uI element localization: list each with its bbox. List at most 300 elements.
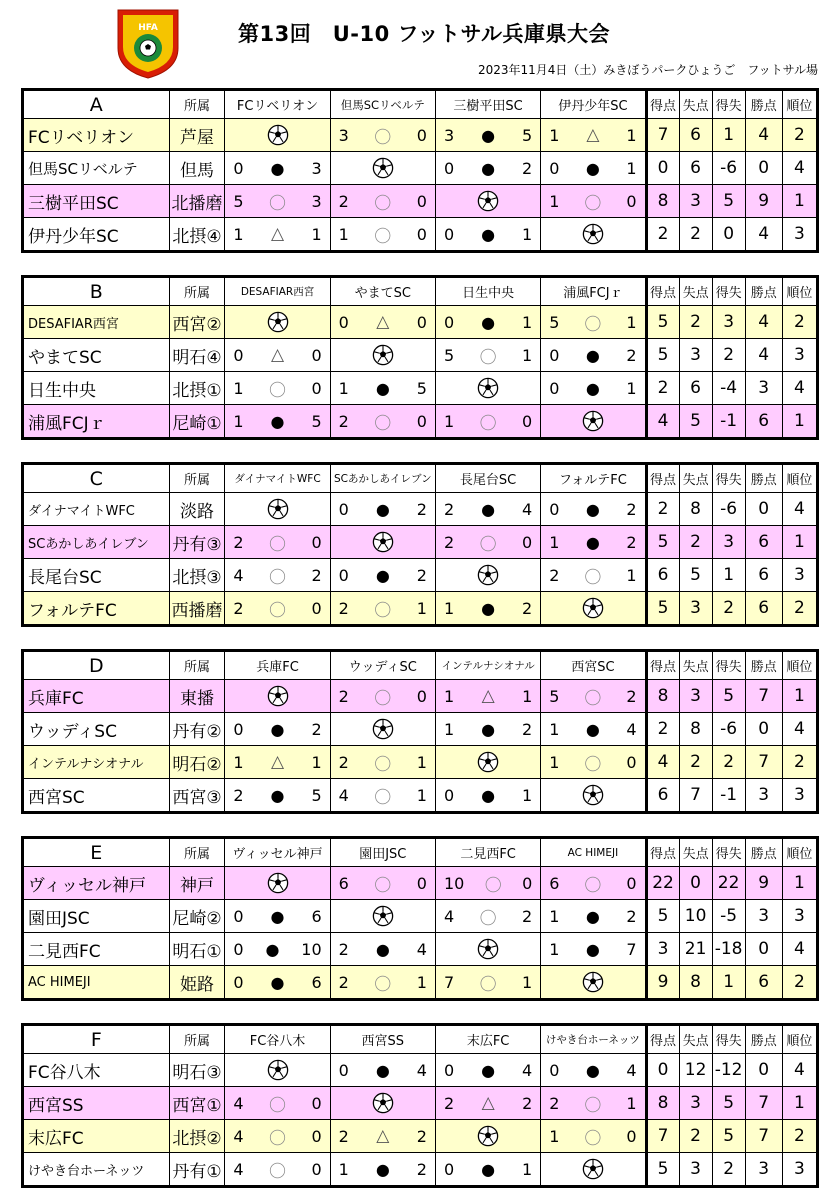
match-result-cell xyxy=(435,713,540,746)
stat-column-header: 得点 xyxy=(646,277,679,306)
opponent-column-header: けやき台ホーネッツ xyxy=(541,1025,646,1054)
match-result-cell xyxy=(541,867,646,900)
goals-for: 3 xyxy=(338,125,349,145)
goals-for: 2 xyxy=(233,532,244,552)
soccer-ball-icon xyxy=(582,597,604,619)
match-result-cell xyxy=(541,372,646,405)
team-affiliation: 姫路 xyxy=(169,966,225,1000)
goals-conceded: 2 xyxy=(679,526,712,559)
team-row xyxy=(23,680,818,713)
rank: 4 xyxy=(782,493,817,526)
win-symbol: 〇 xyxy=(269,1128,286,1149)
opponent-column-header: SCあかしあイレブン xyxy=(330,464,435,493)
rank: 2 xyxy=(782,966,817,1000)
team-name: 日生中央 xyxy=(23,372,170,405)
self-match-cell xyxy=(541,779,646,813)
rank: 3 xyxy=(782,1153,817,1187)
goals-for: 2 xyxy=(233,785,244,805)
match-result-cell xyxy=(225,746,330,779)
self-match-cell xyxy=(225,493,330,526)
goals-against: 0 xyxy=(416,224,427,244)
team-row xyxy=(23,526,818,559)
team-row xyxy=(23,713,818,746)
match-result-cell xyxy=(541,526,646,559)
goals-conceded: 3 xyxy=(679,1153,712,1187)
goals-scored: 3 xyxy=(646,933,679,966)
goals-for: 2 xyxy=(338,972,349,992)
goals-against: 0 xyxy=(416,411,427,431)
team-row xyxy=(23,1054,818,1087)
opponent-column-header: 二見西FC xyxy=(435,838,540,867)
draw-symbol: △ xyxy=(270,224,285,244)
match-result-cell xyxy=(541,493,646,526)
self-match-cell xyxy=(435,559,540,592)
rank: 3 xyxy=(782,218,817,252)
team-row xyxy=(23,966,818,1000)
soccer-ball-icon xyxy=(477,1125,499,1147)
goals-for: 0 xyxy=(443,224,455,244)
goals-for: 1 xyxy=(233,752,244,772)
rank: 2 xyxy=(782,119,817,152)
opponent-column-header: やまてSC xyxy=(330,277,435,306)
group-a-table xyxy=(21,88,819,253)
goals-conceded: 2 xyxy=(679,218,712,252)
stat-column-header: 得失 xyxy=(712,90,745,119)
match-result-cell xyxy=(330,680,435,713)
points: 0 xyxy=(745,1054,782,1087)
loss-symbol: ● xyxy=(270,972,285,992)
self-match-cell xyxy=(435,185,540,218)
team-name: ダイナマイトWFC xyxy=(23,493,170,526)
stat-column-header: 勝点 xyxy=(745,651,782,680)
goals-against: 3 xyxy=(311,158,322,178)
goals-for: 0 xyxy=(233,972,244,992)
loss-symbol: ● xyxy=(585,158,600,178)
team-affiliation: 尼崎② xyxy=(169,900,225,933)
opponent-column-header: ダイナマイトWFC xyxy=(225,464,330,493)
self-match-cell xyxy=(330,339,435,372)
group-name: B xyxy=(23,277,170,306)
loss-symbol: ● xyxy=(375,499,390,519)
goals-against: 0 xyxy=(416,125,427,145)
win-symbol: 〇 xyxy=(484,875,502,896)
goals-scored: 7 xyxy=(646,119,679,152)
soccer-ball-icon xyxy=(267,872,289,894)
team-name: 末広FC xyxy=(23,1120,170,1153)
group-name: E xyxy=(23,838,170,867)
goals-scored: 6 xyxy=(646,779,679,813)
goals-against: 2 xyxy=(626,499,637,519)
match-result-cell xyxy=(330,559,435,592)
goals-conceded: 10 xyxy=(679,900,712,933)
points: 3 xyxy=(745,779,782,813)
goals-for: 1 xyxy=(549,1126,560,1146)
self-match-cell xyxy=(330,152,435,185)
win-symbol: 〇 xyxy=(374,600,392,621)
goals-against: 0 xyxy=(311,1126,322,1146)
goals-against: 0 xyxy=(311,532,322,552)
goals-against: 1 xyxy=(416,752,427,772)
win-symbol: 〇 xyxy=(269,600,286,621)
loss-symbol: ● xyxy=(481,125,496,145)
team-affiliation: 神戸 xyxy=(169,867,225,900)
goals-against: 0 xyxy=(311,378,322,398)
goals-conceded: 2 xyxy=(679,746,712,779)
rank: 3 xyxy=(782,900,817,933)
goals-against: 0 xyxy=(626,873,637,893)
goals-against: 10 xyxy=(301,939,322,959)
match-result-cell xyxy=(330,592,435,626)
group-name: A xyxy=(23,90,170,119)
goals-against: 1 xyxy=(626,312,637,332)
match-result-cell xyxy=(225,1087,330,1120)
points: 7 xyxy=(745,1120,782,1153)
goal-difference: 1 xyxy=(712,119,745,152)
self-match-cell xyxy=(435,1120,540,1153)
draw-symbol: △ xyxy=(586,125,600,145)
goals-for: 6 xyxy=(338,873,349,893)
goal-difference: 0 xyxy=(712,218,745,252)
goals-for: 1 xyxy=(233,378,244,398)
goals-against: 2 xyxy=(311,565,322,585)
self-match-cell xyxy=(541,592,646,626)
goals-scored: 7 xyxy=(646,1120,679,1153)
goals-for: 5 xyxy=(549,312,560,332)
goals-against: 6 xyxy=(311,906,322,926)
points: 6 xyxy=(745,405,782,439)
goals-against: 1 xyxy=(311,752,322,772)
win-symbol: 〇 xyxy=(374,193,392,214)
team-affiliation: 北摂④ xyxy=(169,218,225,252)
self-match-cell xyxy=(541,966,646,1000)
match-result-cell xyxy=(225,152,330,185)
team-name: 但馬SCリベルテ xyxy=(23,152,170,185)
goals-for: 1 xyxy=(233,411,244,431)
match-result-cell xyxy=(225,592,330,626)
stat-column-header: 勝点 xyxy=(745,1025,782,1054)
rank: 2 xyxy=(782,746,817,779)
rank: 3 xyxy=(782,559,817,592)
goals-for: 2 xyxy=(233,598,244,618)
logo-text: HFA xyxy=(138,23,158,33)
points: 6 xyxy=(745,966,782,1000)
goals-conceded: 21 xyxy=(679,933,712,966)
goals-scored: 5 xyxy=(646,592,679,626)
loss-symbol: ● xyxy=(481,312,496,332)
goals-against: 0 xyxy=(626,191,637,211)
win-symbol: 〇 xyxy=(374,787,392,808)
points: 0 xyxy=(745,152,782,185)
goals-for: 1 xyxy=(338,224,349,244)
stat-column-header: 順位 xyxy=(782,838,817,867)
match-result-cell xyxy=(330,1153,435,1187)
win-symbol: 〇 xyxy=(374,226,392,247)
self-match-cell xyxy=(330,526,435,559)
team-name: 西宮SS xyxy=(23,1087,170,1120)
goals-against: 0 xyxy=(522,873,533,893)
goals-against: 0 xyxy=(311,598,322,618)
stat-column-header: 得点 xyxy=(646,651,679,680)
goals-for: 0 xyxy=(549,499,560,519)
loss-symbol: ● xyxy=(481,499,496,519)
win-symbol: 〇 xyxy=(269,1095,286,1116)
goals-for: 1 xyxy=(549,752,560,772)
team-affiliation: 尼崎① xyxy=(169,405,225,439)
rank: 2 xyxy=(782,1120,817,1153)
rank: 2 xyxy=(782,592,817,626)
self-match-cell xyxy=(225,119,330,152)
team-row xyxy=(23,339,818,372)
goals-against: 6 xyxy=(311,972,322,992)
team-affiliation: 丹有① xyxy=(169,1153,225,1187)
match-result-cell xyxy=(330,867,435,900)
match-result-cell xyxy=(225,1153,330,1187)
points: 4 xyxy=(745,218,782,252)
stat-column-header: 失点 xyxy=(679,838,712,867)
goal-difference: -1 xyxy=(712,779,745,813)
team-name: 園田JSC xyxy=(23,900,170,933)
team-name: 長尾台SC xyxy=(23,559,170,592)
match-result-cell xyxy=(435,218,540,252)
opponent-column-header: 但馬SCリベルテ xyxy=(330,90,435,119)
stat-column-header: 得点 xyxy=(646,1025,679,1054)
points: 0 xyxy=(745,933,782,966)
soccer-ball-icon xyxy=(477,564,499,586)
goal-difference: 5 xyxy=(712,680,745,713)
self-match-cell xyxy=(541,1153,646,1187)
points: 3 xyxy=(745,372,782,405)
goals-against: 1 xyxy=(522,1159,533,1179)
team-row xyxy=(23,933,818,966)
match-result-cell xyxy=(330,119,435,152)
loss-symbol: ● xyxy=(585,345,600,365)
loss-symbol: ● xyxy=(481,224,496,244)
match-result-cell xyxy=(435,1153,540,1187)
rank: 1 xyxy=(782,1087,817,1120)
loss-symbol: ● xyxy=(375,1060,390,1080)
goals-against: 4 xyxy=(626,719,637,739)
stat-column-header: 勝点 xyxy=(745,90,782,119)
opponent-column-header: 園田JSC xyxy=(330,838,435,867)
rank: 3 xyxy=(782,779,817,813)
goals-for: 10 xyxy=(443,873,465,893)
goals-against: 2 xyxy=(522,1093,533,1113)
match-result-cell xyxy=(330,779,435,813)
match-result-cell xyxy=(435,779,540,813)
stat-column-header: 得点 xyxy=(646,464,679,493)
loss-symbol: ● xyxy=(375,378,390,398)
goals-against: 2 xyxy=(522,598,533,618)
self-match-cell xyxy=(330,713,435,746)
goals-for: 0 xyxy=(233,158,244,178)
goals-for: 0 xyxy=(233,345,244,365)
goals-against: 1 xyxy=(522,785,533,805)
match-result-cell xyxy=(330,933,435,966)
goals-scored: 5 xyxy=(646,1153,679,1187)
goals-against: 4 xyxy=(416,1060,427,1080)
team-affiliation: 北摂② xyxy=(169,1120,225,1153)
goals-for: 5 xyxy=(443,345,455,365)
goals-scored: 8 xyxy=(646,185,679,218)
win-symbol: 〇 xyxy=(479,908,497,929)
goals-against: 0 xyxy=(626,1126,637,1146)
team-affiliation: 明石③ xyxy=(169,1054,225,1087)
team-row xyxy=(23,493,818,526)
match-result-cell xyxy=(541,680,646,713)
stat-column-header: 得失 xyxy=(712,1025,745,1054)
goals-against: 2 xyxy=(416,1126,427,1146)
goals-for: 1 xyxy=(549,719,560,739)
match-result-cell xyxy=(225,372,330,405)
team-affiliation: 西宮③ xyxy=(169,779,225,813)
team-row xyxy=(23,559,818,592)
team-affiliation: 明石① xyxy=(169,933,225,966)
points: 7 xyxy=(745,1087,782,1120)
win-symbol: 〇 xyxy=(374,754,392,775)
win-symbol: 〇 xyxy=(269,534,286,555)
team-name: FC谷八木 xyxy=(23,1054,170,1087)
loss-symbol: ● xyxy=(585,719,600,739)
points: 0 xyxy=(745,713,782,746)
soccer-ball-icon xyxy=(372,157,394,179)
goals-conceded: 5 xyxy=(679,405,712,439)
goals-against: 1 xyxy=(626,565,637,585)
draw-symbol: △ xyxy=(481,1093,495,1113)
team-affiliation: 西宮① xyxy=(169,1087,225,1120)
goals-conceded: 0 xyxy=(679,867,712,900)
self-match-cell xyxy=(435,372,540,405)
loss-symbol: ● xyxy=(481,1159,496,1179)
match-result-cell xyxy=(435,405,540,439)
goals-conceded: 12 xyxy=(679,1054,712,1087)
match-result-cell xyxy=(330,306,435,339)
stat-column-header: 得点 xyxy=(646,90,679,119)
goals-against: 0 xyxy=(416,312,427,332)
loss-symbol: ● xyxy=(481,598,496,618)
soccer-ball-icon xyxy=(477,938,499,960)
loss-symbol: ● xyxy=(481,1060,496,1080)
loss-symbol: ● xyxy=(585,939,600,959)
goals-for: 0 xyxy=(338,1060,349,1080)
goals-against: 5 xyxy=(522,125,533,145)
points: 7 xyxy=(745,746,782,779)
match-result-cell xyxy=(330,1120,435,1153)
match-result-cell xyxy=(541,1120,646,1153)
goals-against: 3 xyxy=(311,191,322,211)
match-result-cell xyxy=(225,1120,330,1153)
soccer-ball-icon xyxy=(267,124,289,146)
draw-symbol: △ xyxy=(270,752,285,772)
match-result-cell xyxy=(541,559,646,592)
team-name: ウッディSC xyxy=(23,713,170,746)
goals-for: 0 xyxy=(233,719,244,739)
team-affiliation: 北摂① xyxy=(169,372,225,405)
goals-for: 7 xyxy=(443,972,455,992)
rank: 1 xyxy=(782,185,817,218)
soccer-ball-icon xyxy=(372,905,394,927)
match-result-cell xyxy=(330,1054,435,1087)
loss-symbol: ● xyxy=(270,411,285,431)
points: 9 xyxy=(745,185,782,218)
points: 9 xyxy=(745,867,782,900)
team-row xyxy=(23,306,818,339)
goals-against: 0 xyxy=(522,532,533,552)
team-affiliation: 明石② xyxy=(169,746,225,779)
win-symbol: 〇 xyxy=(374,413,392,434)
goals-conceded: 2 xyxy=(679,1120,712,1153)
goals-for: 1 xyxy=(443,719,455,739)
goals-conceded: 8 xyxy=(679,493,712,526)
match-result-cell xyxy=(330,372,435,405)
win-symbol: 〇 xyxy=(584,314,602,335)
goals-against: 2 xyxy=(416,565,427,585)
goals-for: 1 xyxy=(443,598,455,618)
match-result-cell xyxy=(541,185,646,218)
points: 6 xyxy=(745,592,782,626)
soccer-ball-icon xyxy=(372,718,394,740)
goals-against: 1 xyxy=(311,224,322,244)
goal-difference: 2 xyxy=(712,339,745,372)
goal-difference: 5 xyxy=(712,1087,745,1120)
win-symbol: 〇 xyxy=(269,380,286,401)
match-result-cell xyxy=(225,218,330,252)
soccer-ball-icon xyxy=(582,784,604,806)
goal-difference: -18 xyxy=(712,933,745,966)
team-affiliation: 北播磨 xyxy=(169,185,225,218)
match-result-cell xyxy=(541,152,646,185)
opponent-column-header: FC谷八木 xyxy=(225,1025,330,1054)
goals-conceded: 3 xyxy=(679,185,712,218)
opponent-column-header: 末広FC xyxy=(435,1025,540,1054)
team-name: やまてSC xyxy=(23,339,170,372)
team-row xyxy=(23,900,818,933)
goals-for: 2 xyxy=(338,752,349,772)
goals-for: 0 xyxy=(338,312,349,332)
goals-for: 2 xyxy=(338,191,349,211)
team-affiliation: 但馬 xyxy=(169,152,225,185)
goals-for: 1 xyxy=(549,125,560,145)
goals-for: 6 xyxy=(549,873,560,893)
goals-conceded: 2 xyxy=(679,306,712,339)
match-result-cell xyxy=(330,405,435,439)
stat-column-header: 失点 xyxy=(679,464,712,493)
team-row xyxy=(23,152,818,185)
loss-symbol: ● xyxy=(585,906,600,926)
goals-conceded: 6 xyxy=(679,119,712,152)
points: 4 xyxy=(745,339,782,372)
goals-for: 0 xyxy=(549,1060,560,1080)
goal-difference: -1 xyxy=(712,405,745,439)
team-name: インテルナシオナル xyxy=(23,746,170,779)
win-symbol: 〇 xyxy=(479,347,497,368)
loss-symbol: ● xyxy=(375,1159,390,1179)
goals-for: 4 xyxy=(443,906,455,926)
points: 4 xyxy=(745,306,782,339)
goals-against: 5 xyxy=(311,785,322,805)
team-row xyxy=(23,185,818,218)
goals-against: 1 xyxy=(416,785,427,805)
goals-conceded: 3 xyxy=(679,592,712,626)
match-result-cell xyxy=(435,1087,540,1120)
soccer-ball-icon xyxy=(267,685,289,707)
points: 3 xyxy=(745,900,782,933)
goals-for: 2 xyxy=(338,686,349,706)
stat-column-header: 失点 xyxy=(679,651,712,680)
match-result-cell xyxy=(225,966,330,1000)
match-result-cell xyxy=(435,306,540,339)
team-row xyxy=(23,119,818,152)
affiliation-header: 所属 xyxy=(169,1025,225,1054)
